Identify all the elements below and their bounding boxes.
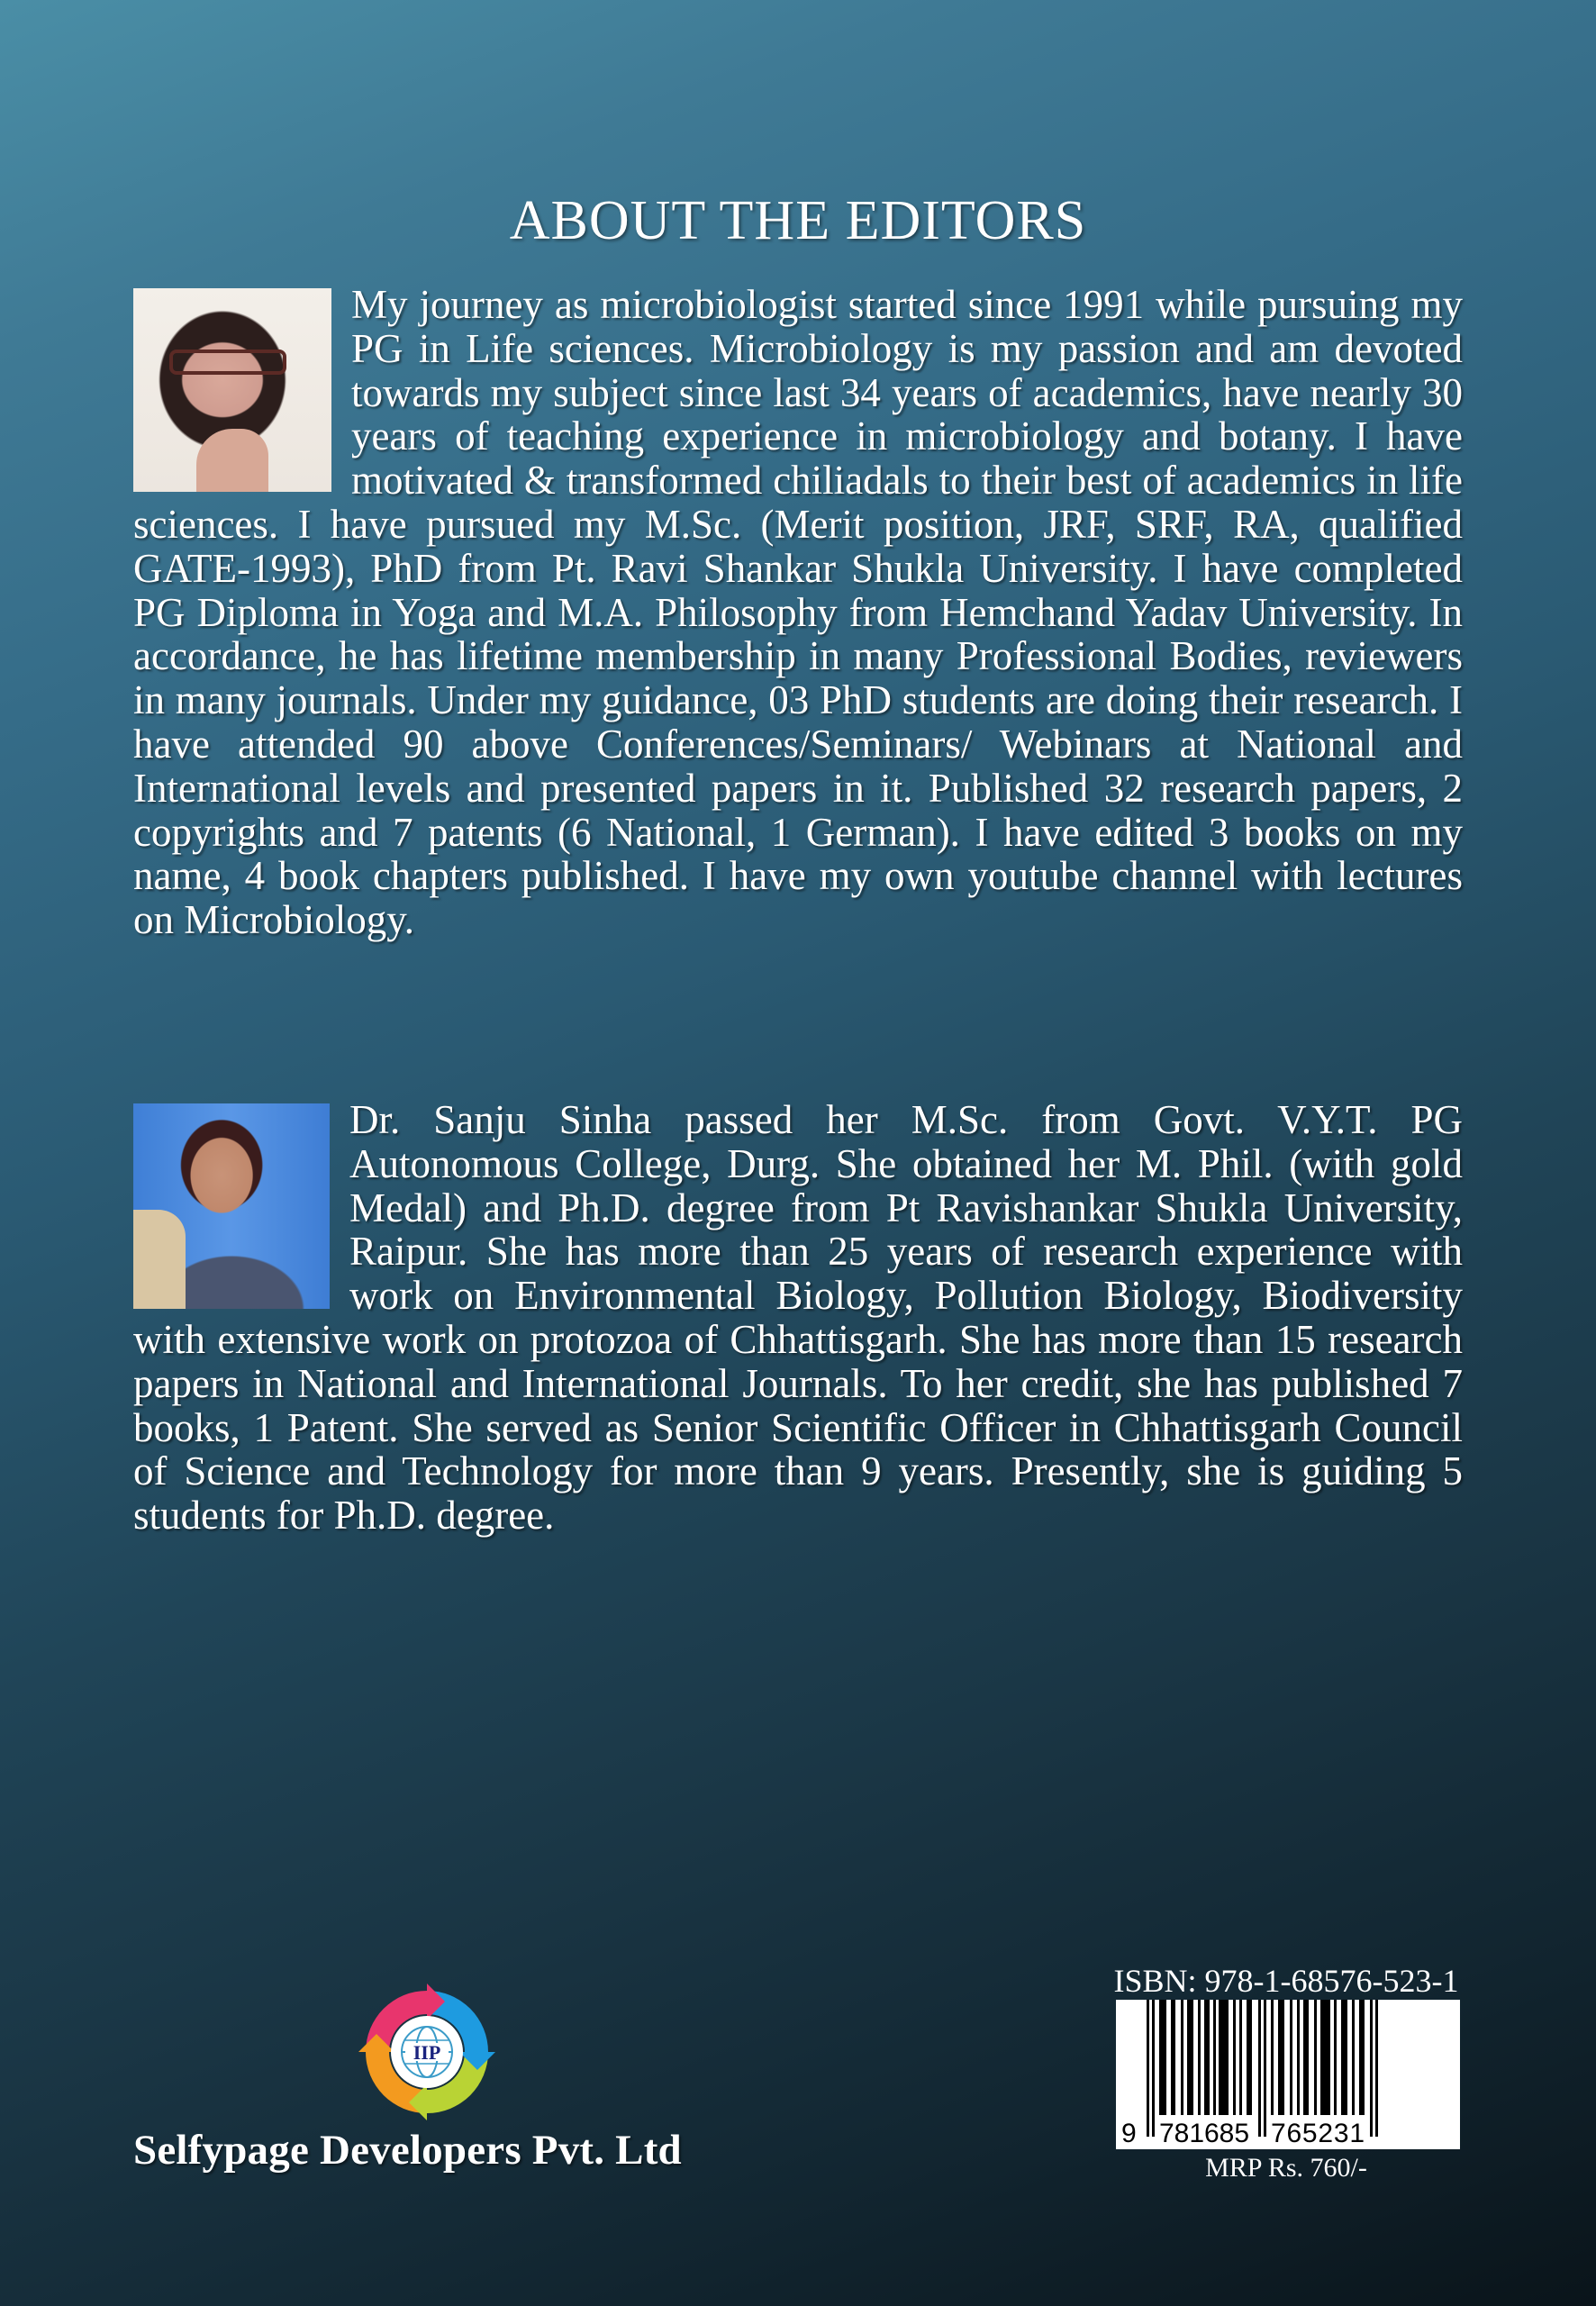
isbn-label: ISBN: 978-1-68576-523-1 [1113,1963,1459,1999]
editor-2-photo [133,1103,330,1309]
svg-text:9: 9 [1121,2119,1137,2148]
svg-text:IIP: IIP [413,2041,441,2064]
glasses-shape [169,350,286,375]
editor-2-section [133,1098,1463,1538]
publisher-name: Selfypage Developers Pvt. Ltd [133,2127,682,2174]
hand-shape [196,429,268,492]
barcode-icon [1116,2000,1460,2149]
circular-arrows-globe-logo-icon [358,1984,495,2120]
page-title: ABOUT THE EDITORS [509,189,1087,251]
isbn-barcode [1116,2000,1460,2149]
price-label: MRP Rs. 760/- [1205,2153,1367,2183]
editor-1-bio: My journey as microbiologist started since 1991 while pursuing my PG in Life sciences. Microbiology is my passion and am devoted towards my subject since last 34 years of academics, have nearly 30 years of teaching experience in microbiology and botany. I have motivated & transformed chiliadals to their best of academics in life sciences. I have pursued my M.Sc. (Merit position, JRF, SRF, RA, qualified GATE-1993), PhD from Pt. Ravi Shankar Shukla University. I have completed PG Diploma in Yoga and M.A. Philosophy from Hemchand Yadav University. In accordance, he has lifetime membership in many Professional Bodies, reviewers in many journals. Under my guidance, 03 PhD students are doing their research. I have attended 90 above Conferences/Seminars/ Webinars at National and International levels and presented papers in it. Published 32 research papers, 2 copyrights and 7 patents (6 National, 1 German). I have edited 3 books on my name, 4 book chapters published. I have my own youtube channel with lectures on Microbiology. [133,282,1463,943]
editor-1-photo [133,288,331,492]
editor-1-section [133,283,1463,942]
svg-text:765231: 765231 [1271,2119,1365,2148]
scarf-shape [133,1210,186,1309]
svg-text:781685: 781685 [1159,2119,1249,2148]
publisher-logo [358,1984,495,2120]
editor-2-bio: Dr. Sanju Sinha passed her M.Sc. from Govt. V.Y.T. PG Autonomous College, Durg. She obtained her M. Phil. (with gold Medal) and Ph.D. degree from Pt Ravishankar Shukla University, Raipur. She has more than 25 years of research experience with work on Environmental Biology, Pollution Biology, Biodiversity with extensive work on protozoa of Chhattisgarh. She has more than 15 research papers in National and International Journals. To her credit, she has published 7 books, 1 Patent. She served as Senior Scientific Officer in Chhattisgarh Council of Science and Technology for more than 9 years. Presently, she is guiding 5 students for Ph.D. degree. [133,1097,1463,1539]
